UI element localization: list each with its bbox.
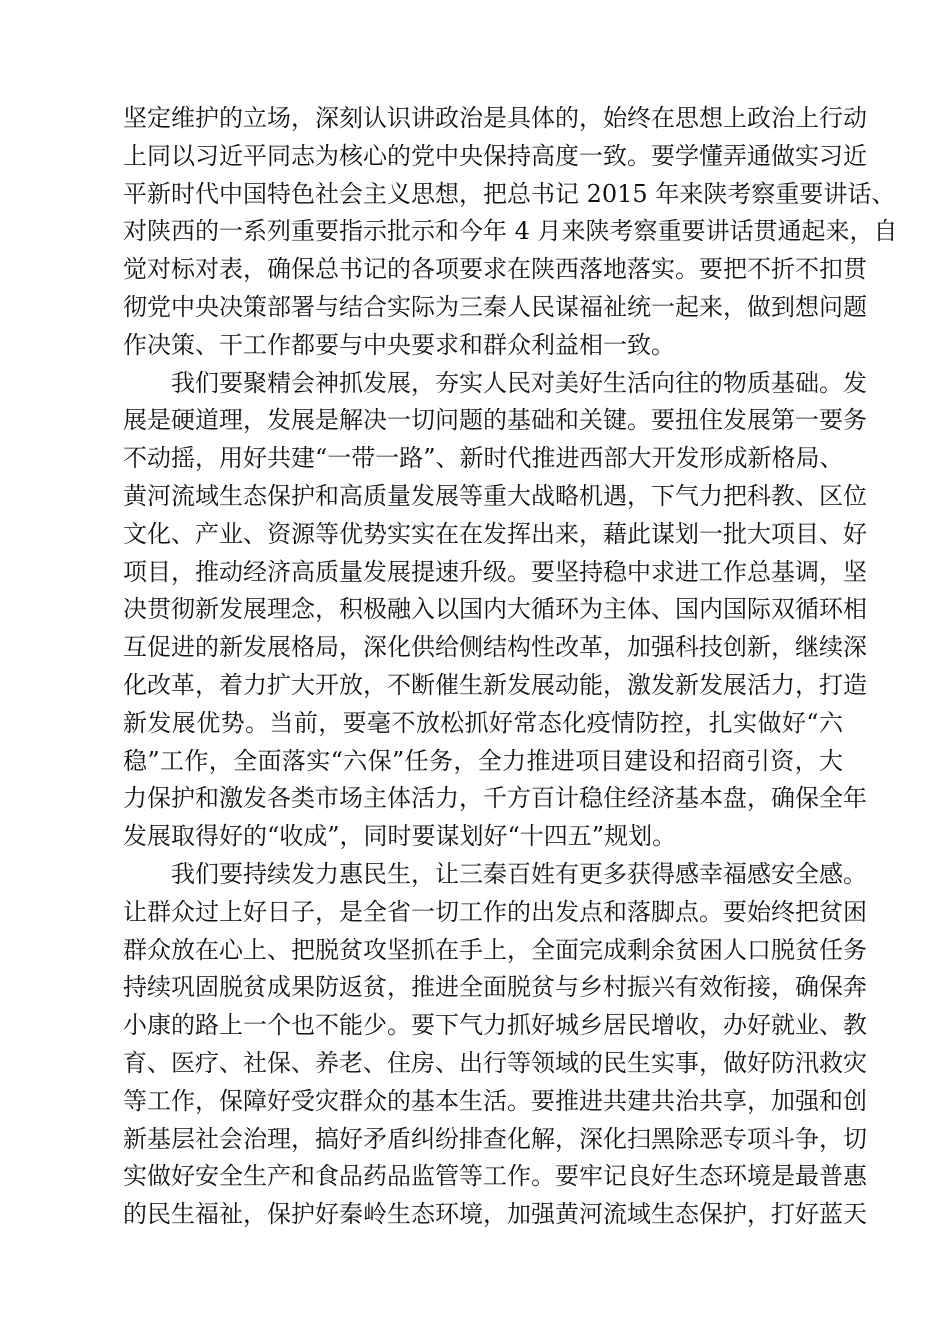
text-line: 新发展优势。当前，要毫不放松抓好常态化疫情防控，扎实做好“六 xyxy=(123,708,843,737)
text-line: 项目，推动经济高质量发展提速升级。要坚持稳中求进工作总基调，坚 xyxy=(123,557,867,586)
paragraph-1 xyxy=(123,100,898,365)
text-line: 决贯彻新发展理念，积极融入以国内大循环为主体、国内国际双循环相 xyxy=(123,595,867,624)
text-line: 作决策、干工作都要与中央要求和群众利益相一致。 xyxy=(123,330,675,359)
text-line: 群众放在心上、把脱贫攻坚抓在手上，全面完成剩余贫困人口脱贫任务 xyxy=(123,935,867,964)
text-line: 持续巩固脱贫成果防返贫，推进全面脱贫与乡村振兴有效衔接，确保奔 xyxy=(123,973,867,1002)
text-line: 新基层社会治理，搞好矛盾纠纷排查化解，深化扫黑除恶专项斗争，切 xyxy=(123,1124,867,1153)
text-line: 互促进的新发展格局，深化供给侧结构性改革，加强科技创新，继续深 xyxy=(123,633,867,662)
text-line: 展是硬道理，发展是解决一切问题的基础和关键。要扭住发展第一要务 xyxy=(123,406,867,435)
text-line: 等工作，保障好受灾群众的基本生活。要推进共建共治共享，加强和创 xyxy=(123,1086,867,1115)
text-line: 黄河流域生态保护和高质量发展等重大战略机遇，下气力把科教、区位 xyxy=(123,481,867,510)
text-line: 觉对标对表，确保总书记的各项要求在陕西落地落实。要把不折不扣贯 xyxy=(123,255,867,284)
text-line: 彻党中央决策部署与结合实际为三秦人民谋福祉统一起来，做到想问题 xyxy=(123,292,867,321)
text-line: 小康的路上一个也不能少。要下气力抓好城乡居民增收，办好就业、教 xyxy=(123,1011,867,1040)
text-line: 育、医疗、社保、养老、住房、出行等领域的民生实事，做好防汛救灾 xyxy=(123,1048,867,1077)
text-line: 平新时代中国特色社会主义思想，把总书记 2015 年来陕考察重要讲话、 xyxy=(123,179,896,208)
text-line: 上同以习近平同志为核心的党中央保持高度一致。要学懂弄通做实习近 xyxy=(123,141,867,170)
text-line: 文化、产业、资源等优势实实在在发挥出来，藉此谋划一批大项目、好 xyxy=(123,519,867,548)
text-line: 坚定维护的立场，深刻认识讲政治是具体的，始终在思想上政治上行动 xyxy=(123,104,867,132)
paragraph-3 xyxy=(123,856,867,1234)
text-line: 实做好安全生产和食品药品监管等工作。要牢记良好生态环境是最普惠 xyxy=(123,1162,867,1191)
paragraph-2 xyxy=(123,365,867,856)
text-line: 力保护和激发各类市场主体活力，千方百计稳住经济基本盘，确保全年 xyxy=(123,784,867,813)
text-line: 对陕西的一系列重要指示批示和今年 4 月来陕考察重要讲话贯通起来，自 xyxy=(123,217,898,246)
text-line: 我们要聚精会神抓发展，夯实人民对美好生活向往的物质基础。发 xyxy=(171,368,867,397)
text-line: 发展取得好的“收成”，同时要谋划好“十四五”规划。 xyxy=(123,822,677,851)
text-line: 化改革，着力扩大开放，不断催生新发展动能，激发新发展活力，打造 xyxy=(123,670,867,699)
text-line: 不动摇，用好共建“一带一路”、新时代推进西部大开发形成新格局、 xyxy=(123,444,844,473)
text-line: 我们要持续发力惠民生，让三秦百姓有更多获得感幸福感安全感。 xyxy=(171,859,867,888)
text-line: 的民生福祉，保护好秦岭生态环境，加强黄河流域生态保护，打好蓝天 xyxy=(123,1200,867,1229)
text-line: 让群众过上好日子，是全省一切工作的出发点和落脚点。要始终把贫困 xyxy=(123,897,867,926)
document-body xyxy=(123,100,898,1234)
text-line: 稳”工作，全面落实“六保”任务，全力推进项目建设和招商引资，大 xyxy=(123,746,843,775)
